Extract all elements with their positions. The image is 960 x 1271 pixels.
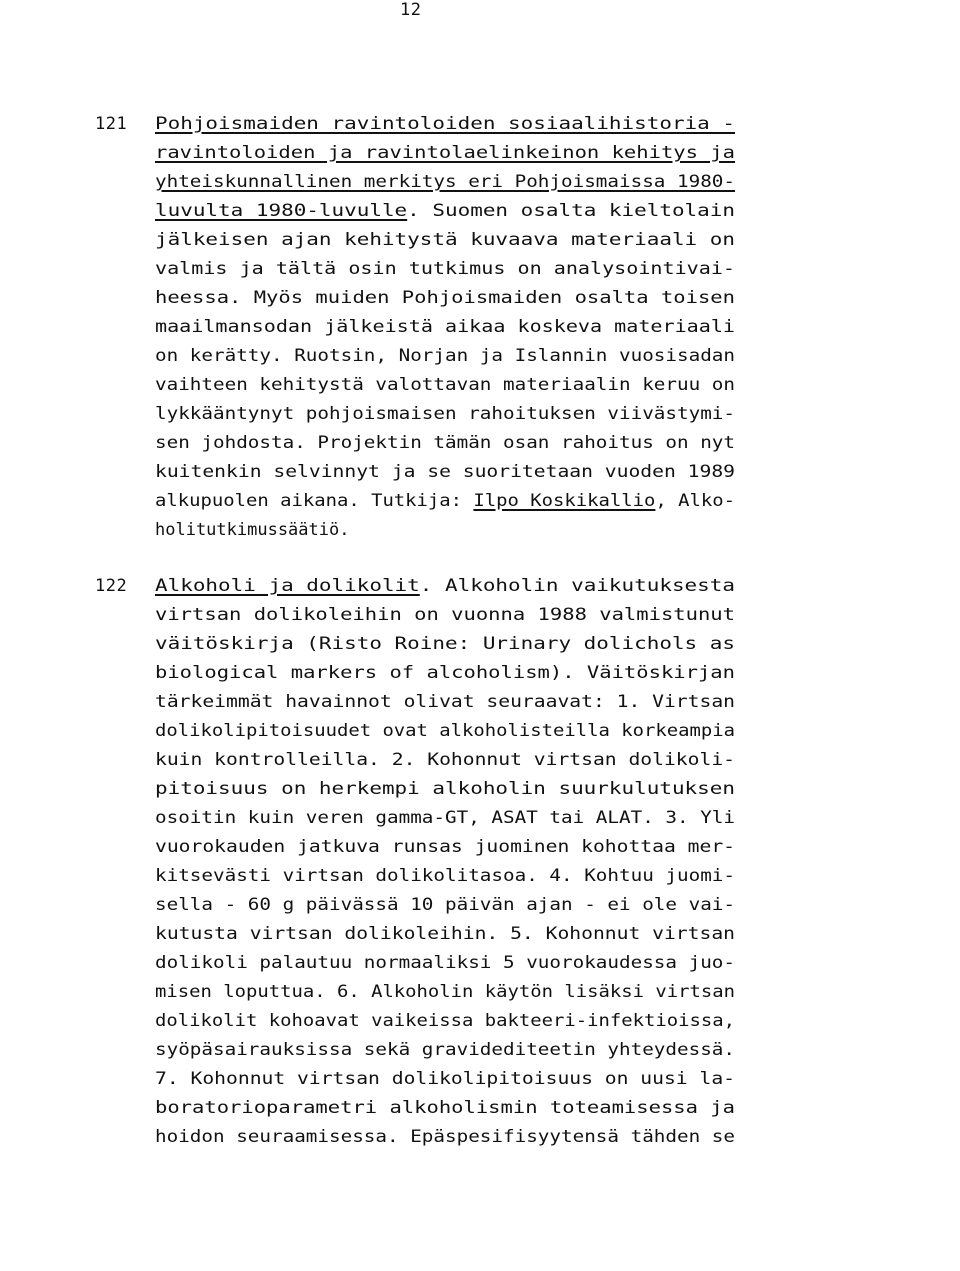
text-segment: maailmansodan jälkeistä aikaa koskeva materiaali [155, 317, 736, 337]
text-line [155, 139, 735, 168]
entry-body [155, 572, 736, 1152]
text-line [155, 371, 736, 400]
text-line [155, 717, 735, 746]
text-segment: on kerätty. Ruotsin, Norjan ja Islannin vuosisadan [155, 346, 736, 366]
text-segment: kutusta virtsan dolikoleihin. 5. Kohonnut virtsan [155, 924, 736, 944]
text-segment: valmis ja tältä osin tutkimus on analysointivai- [155, 259, 736, 279]
text-segment: kuin kontrolleilla. 2. Kohonnut virtsan dolikoli- [155, 750, 736, 770]
text-line [155, 949, 736, 978]
text-segment: dolikolit kohoavat vaikeissa bakteeri-infektioissa, [155, 1011, 735, 1031]
text-line [155, 659, 735, 688]
text-segment: väitöskirja (Risto Roine: Urinary dolichols as [155, 634, 735, 654]
underlined-text: Alkoholi ja dolikolit [155, 576, 420, 596]
underlined-text: Ilpo Koskikallio [473, 491, 656, 511]
entry-body [155, 110, 736, 545]
text-line [155, 978, 735, 1007]
text-segment: alkupuolen aikana. Tutkija: [155, 491, 474, 511]
underlined-text: luvulta 1980-luvulle [155, 201, 408, 221]
text-line [155, 516, 677, 545]
text-line [155, 168, 736, 197]
text-line [155, 1094, 735, 1123]
text-segment: hoidon seuraamisessa. Epäspesifisyytensä tähden se [155, 1127, 736, 1147]
text-segment: sella - 60 g päivässä 10 päivän ajan - ei ole vai- [155, 895, 736, 915]
text-segment: osoitin kuin veren gamma-GT, ASAT tai ALAT. 3. Yli [155, 808, 736, 828]
entry-number: 122 [95, 576, 128, 596]
text-segment: biological markers of alcoholism). Väitöskirjan [155, 663, 735, 683]
underlined-text: yhteiskunnallinen merkitys eri Pohjoismaissa 1980- [155, 172, 736, 192]
underlined-text: ravintoloiden ja ravintolaelinkeinon kehitys ja [155, 143, 735, 163]
text-segment: vuorokauden jatkuva runsas juominen kohottaa mer- [155, 837, 736, 857]
text-segment: virtsan dolikoleihin on vuonna 1988 valmistunut [155, 605, 735, 625]
text-segment: tärkeimmät havainnot olivat seuraavat: 1. Virtsan [155, 692, 736, 712]
text-segment: misen loputtua. 6. Alkoholin käytön lisäksi virtsan [155, 982, 735, 1002]
text-line [155, 746, 736, 775]
text-segment: syöpäsairauksissa sekä gravidediteetin yhteydessä. [155, 1040, 736, 1060]
text-segment: vaihteen kehitystä valottavan materiaalin keruu on [155, 375, 736, 395]
text-segment: 7. Kohonnut virtsan dolikolipitoisuus on uusi la- [155, 1069, 736, 1089]
text-segment: pitoisuus on herkempi alkoholin suurkulutuksen [155, 779, 735, 799]
text-line [155, 572, 735, 601]
text-line [155, 342, 736, 371]
text-segment: . Suomen osalta kieltolain [407, 201, 735, 221]
text-line [155, 429, 736, 458]
text-segment: jälkeisen ajan kehitystä kuvaava materiaali on [155, 230, 735, 250]
underlined-text: Pohjoismaiden ravintoloiden sosiaalihistoria - [155, 114, 735, 134]
text-line [155, 1007, 735, 1036]
text-line [155, 487, 735, 516]
text-segment: dolikolipitoisuudet ovat alkoholisteilla korkeampia [155, 721, 735, 741]
text-segment: boratorioparametri alkoholismin toteamisessa ja [155, 1098, 735, 1118]
text-segment: kitsevästi virtsan dolikolitasoa. 4. Kohtuu juomi- [155, 866, 736, 886]
text-line [155, 601, 735, 630]
text-segment: . Alkoholin vaikutuksesta [419, 576, 735, 596]
page-number: 12 [400, 0, 422, 20]
text-segment: heessa. Myös muiden Pohjoismaiden osalta toisen [155, 288, 735, 308]
text-line [155, 226, 735, 255]
text-segment: , Alko- [655, 491, 735, 511]
text-line [155, 630, 735, 659]
text-line [155, 891, 736, 920]
text-segment: lykkääntynyt pohjoismaisen rahoituksen viivästymi- [155, 404, 736, 424]
text-segment: dolikoli palautuu normaaliksi 5 vuorokaudessa juo- [155, 953, 736, 973]
text-line [155, 804, 736, 833]
text-line [155, 110, 735, 139]
text-segment: kuitenkin selvinnyt ja se suoritetaan vuoden 1989 [155, 462, 736, 482]
text-line [155, 1065, 736, 1094]
text-line [155, 833, 736, 862]
text-line [155, 284, 735, 313]
text-line [155, 862, 736, 891]
text-line [155, 1123, 736, 1152]
text-segment: sen johdosta. Projektin tämän osan rahoitus on nyt [155, 433, 736, 453]
text-line [155, 313, 736, 342]
text-line [155, 255, 736, 284]
entry-number: 121 [95, 114, 128, 134]
text-line [155, 400, 736, 429]
text-line [155, 458, 736, 487]
text-line [155, 775, 735, 804]
text-segment: holitutkimussäätiö. [155, 520, 350, 540]
text-line [155, 197, 735, 226]
text-line [155, 920, 736, 949]
text-line [155, 688, 736, 717]
text-line [155, 1036, 736, 1065]
